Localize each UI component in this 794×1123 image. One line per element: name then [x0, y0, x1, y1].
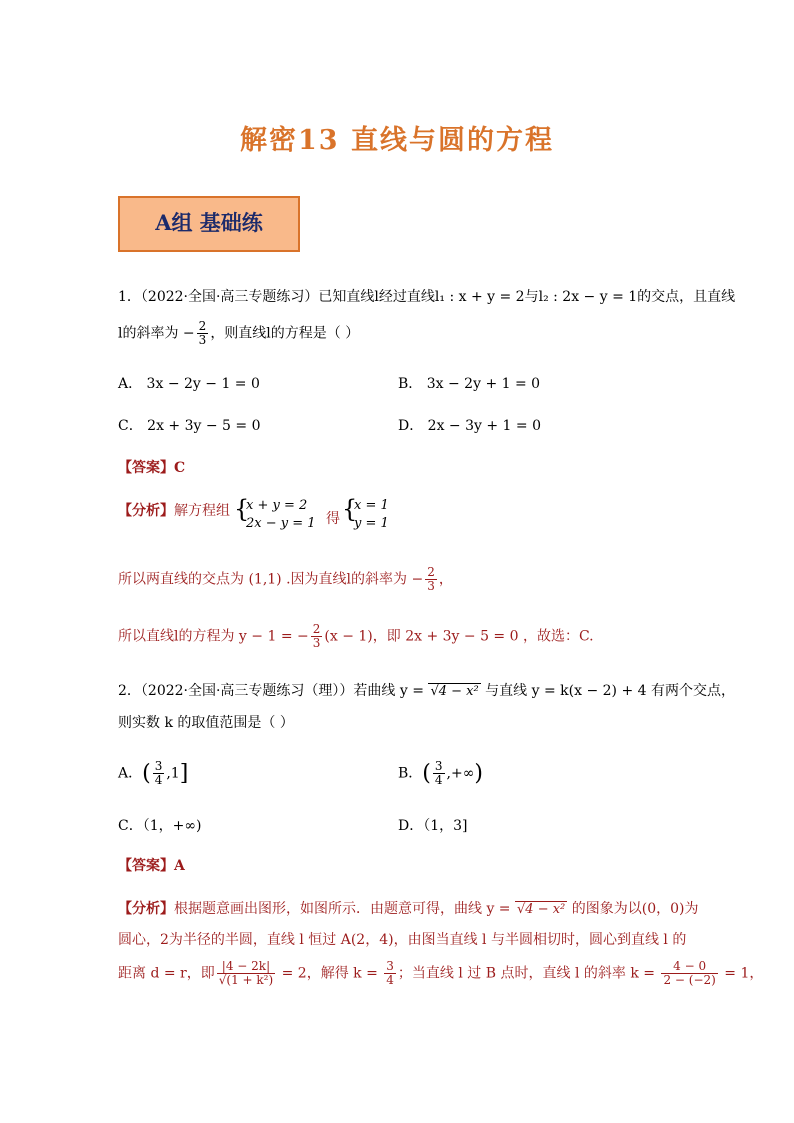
q1-slope-fraction: $\frac{2}{3}$ [198, 319, 207, 347]
slope-fraction-2: $\frac{2}{3}$ [427, 565, 435, 593]
q1-stem-line2 [118, 320, 359, 347]
q2-option-a: A．( $\frac{3}{4}$ ,1] [118, 759, 189, 787]
system2-eq1: x = 1 [354, 498, 389, 513]
q2-option-d: D．（1，3] [398, 818, 468, 834]
q1-answer: 【答案】C [118, 460, 186, 476]
group-label: A组 基础练 [155, 210, 263, 235]
q2-stem-line1: 2．（2022·全国·高三专题练习（理））若曲线 y = √4 − x² 与直线 y = k(x − 2) + 4 有两个交点， [118, 683, 735, 699]
q2-analysis-line2: 圆心，2为半径的半圆，直线 l 恒过 A(2，4)，由图当直线 l 与半圆相切时，圆心到直线 l 的 [118, 932, 687, 948]
q1-option-b: B． 3x − 2y + 1 = 0 [398, 376, 541, 392]
q2-option-c: C．（1，+∞) [118, 818, 202, 834]
q2-answer: 【答案】A [118, 858, 185, 874]
system1-eq2: 2x − y = 1 [246, 516, 316, 531]
q1-analysis: 【分析】解方程组 [118, 503, 230, 519]
q2-analysis-line1: 【分析】根据题意画出图形，如图所示．由题意可得，曲线 y = √4 − x² 的图象为以(0，0)为 [118, 901, 699, 917]
q1-option-d: D． 2x − 3y + 1 = 0 [398, 418, 542, 434]
page-title: 解密13 直线与圆的方程 [240, 125, 554, 156]
system1-eq1: x + y = 2 [246, 498, 308, 513]
brace-2: { [342, 495, 358, 523]
q2-analysis-line3: 距离 d = r，即 $\frac{|4 - 2k|}{\text{√(1 + k²)}}$ = 2，解得 k = $\frac{3}{4}$ ；当直线 l 过 B 点时，直线 l 的斜率 k = $\frac{4 - 0}{2 - (-2)}$ = 1， [118, 959, 764, 987]
de-text: 得 [326, 511, 340, 527]
q1-slope-text: l的斜率为 − [118, 325, 195, 342]
q1-option-a: A． 3x − 2y − 1 = 0 [118, 376, 260, 392]
q2-option-b: B．( $\frac{3}{4}$ ,+∞) [398, 759, 483, 787]
q1-stem-line1: 1．（2022·全国·高三专题练习）已知直线l经过直线l₁ : x + y = 2与l₂ : 2x − y = 1的交点，且直线 [118, 289, 736, 305]
q1-question-tail: ，则直线l的方程是（ ） [210, 325, 360, 342]
q1-analysis-line3: 所以直线l的方程为 y − 1 = − $\frac{2}{3}$ (x − 1)，即 2x + 3y − 5 = 0 ，故选：C. [118, 622, 594, 650]
slope-fraction-3: $\frac{2}{3}$ [312, 622, 321, 650]
brace-1: { [234, 495, 250, 523]
system2-eq2: y = 1 [354, 516, 389, 531]
q1-option-c: C． 2x + 3y − 5 = 0 [118, 418, 261, 434]
q1-analysis-line2: 所以两直线的交点为 (1,1) .因为直线l的斜率为 − $\frac{2}{3}$ ， [118, 565, 453, 593]
sqrt-expression: √4 − x² [430, 684, 479, 699]
q2-stem-line2: 则实数 k 的取值范围是（ ） [118, 715, 294, 731]
